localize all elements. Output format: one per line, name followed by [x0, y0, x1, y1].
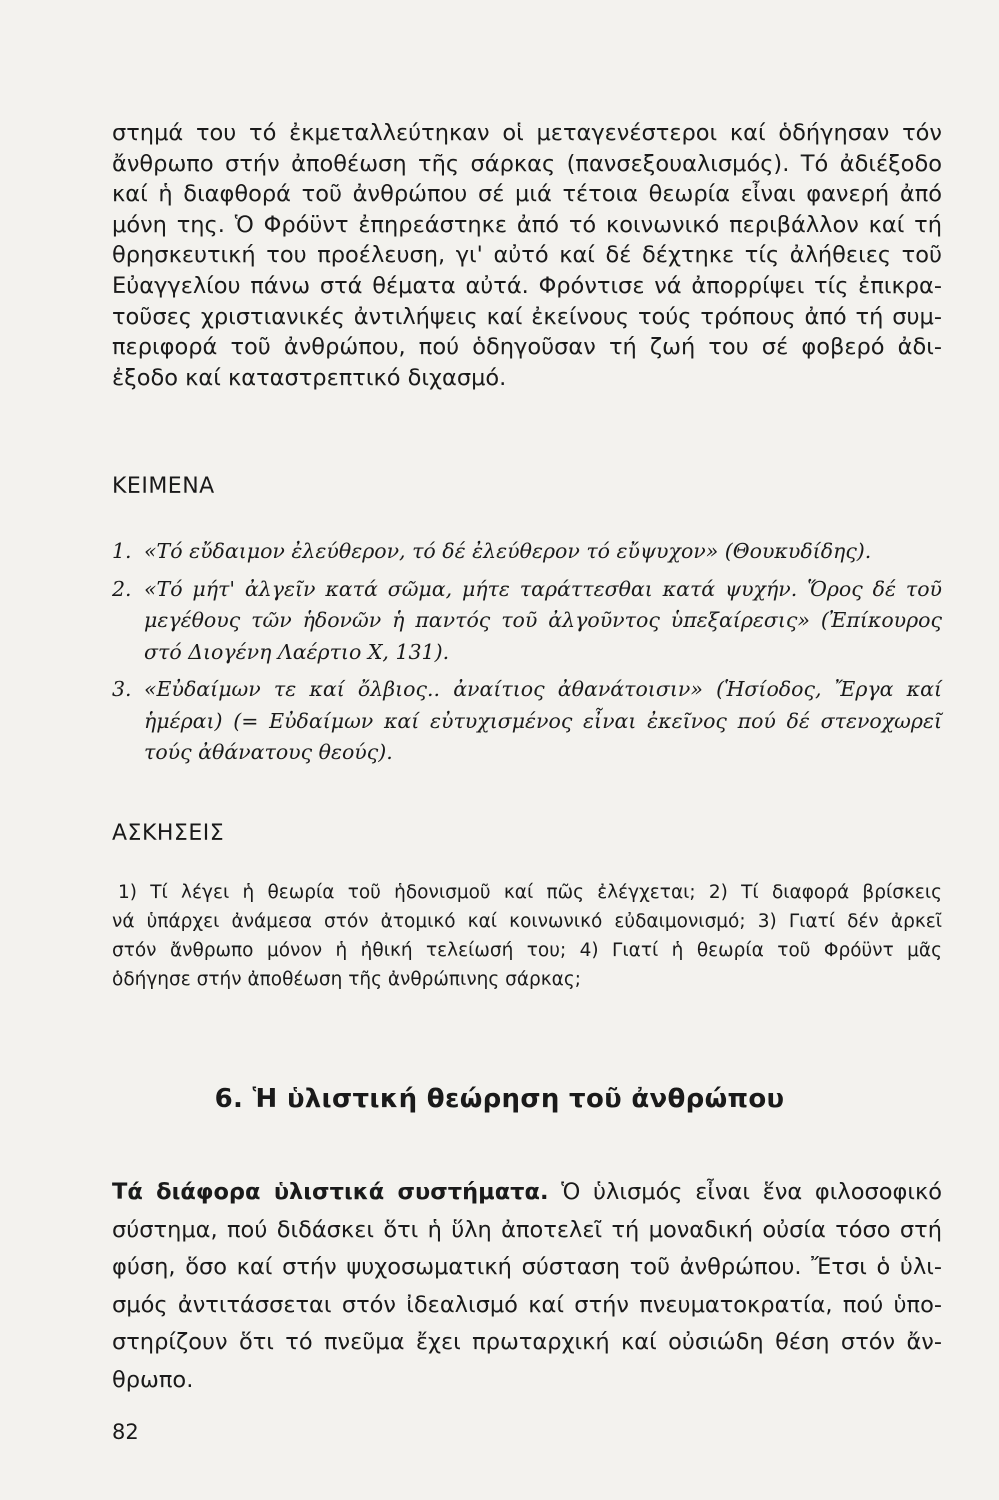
text-line: στηρίζουν ὅτι τό πνεῦμα ἔχει πρωταρχική καί οὐσιώδη θέση στόν ἄν- — [112, 1329, 942, 1355]
quote-line: μεγέθους τῶν ἡδονῶν ἡ παντός τοῦ ἀλγοῦντος ὑπεξαίρεσις» (Ἐπίκουρος — [144, 608, 942, 632]
section-title: 6. Ἡ ὑλιστική θεώρηση τοῦ ἀνθρώπου — [214, 1084, 785, 1114]
text-line: θρησκευτική του προέλευση, γι' αὐτό καί δέ δέχτηκε τίς ἀλήθειες τοῦ — [112, 242, 942, 269]
quote-line: «Εὐδαίμων τε καί ὄλβιος.. ἀναίτιος ἀθανάτοισιν» (Ἡσίοδος, Ἔργα καί — [144, 677, 942, 701]
text-line — [112, 1174, 942, 1212]
text-line: θρωπο. — [112, 1366, 194, 1393]
text-line: σύστημα, πού διδάσκει ὅτι ἡ ὕλη ἀποτελεῖ τή μοναδική οὐσία τόσο στή — [112, 1216, 942, 1243]
quote-number: 2. — [112, 576, 132, 601]
text-line: Εὐαγγελίου πάνω στά θέματα αὐτά. Φρόντισε νά ἀπορρίψει τίς ἐπικρα- — [112, 272, 942, 299]
text-line: ἐξοδο καί καταστρεπτικό διχασμό. — [112, 364, 507, 391]
quote-item — [112, 574, 942, 669]
exercise-line: στόν ἄνθρωπο μόνον ἡ ἠθική τελείωσή του; 4) Γιατί ἡ θεωρία τοῦ Φρόϋντ μᾶς — [112, 940, 942, 961]
paragraph-freud — [112, 118, 942, 393]
exercises-heading: ΑΣΚΗΣΕΙΣ — [112, 821, 225, 846]
quote-line: στό Διογένη Λαέρτιο X, 131). — [144, 639, 450, 664]
quote-item — [112, 674, 942, 769]
quote-line: ἡμέραι) (= Εὐδαίμων καί εὐτυχισμένος εἶναι ἐκεῖνος πού δέ στενοχωρεῖ — [144, 708, 942, 733]
first-line-rest: Ὁ ὑλισμός εἶναι ἕνα φιλοσοφικό — [548, 1179, 942, 1205]
texts-heading: ΚΕΙΜΕΝΑ — [112, 474, 215, 499]
exercise-line: νά ὑπάρχει ἀνάμεσα στόν ἀτομικό καί κοινωνικό εὐδαιμονισμό; 3) Γιατί δέν ἀρκεῖ — [112, 911, 942, 932]
quote-number: 3. — [112, 677, 132, 701]
quote-line: «Τό μήτ' ἀλγεῖν κατά σῶμα, μήτε ταράττεσθαι κατά ψυχήν. Ὅρος δέ τοῦ — [144, 576, 942, 601]
page-number: 82 — [112, 1420, 139, 1444]
quote-number: 1. — [112, 539, 132, 563]
text-line: φύση, ὅσο καί στήν ψυχοσωματική σύσταση τοῦ ἀνθρώπου. Ἔτσι ὁ ὑλι- — [112, 1254, 942, 1280]
text-line: τοῦσες χριστιανικές ἀντιλήψεις καί ἐκείνους τούς τρόπους ἀπό τή συμ- — [112, 303, 942, 330]
exercise-line: 1) Τί λέγει ἡ θεωρία τοῦ ἡδονισμοῦ καί πῶς ἐλέγχεται; 2) Τί διαφορά βρίσκεις — [118, 882, 942, 903]
text-line: καί ἡ διαφθορά τοῦ ἀνθρώπου σέ μιά τέτοια θεωρία εἶναι φανερή ἀπό — [112, 181, 942, 208]
quotes-list — [112, 536, 942, 775]
exercises-text — [112, 878, 942, 994]
quote-item — [112, 536, 942, 568]
text-line: σμός ἀντιτάσσεται στόν ἰδεαλισμό καί στήν πνευματοκρατία, πού ὑπο- — [112, 1291, 942, 1318]
text-line: περιφορά τοῦ ἀνθρώπου, πού ὁδηγοῦσαν τή ζωή του σέ φοβερό ἀδι- — [112, 334, 942, 361]
paragraph-lead: Τά διάφορα ὑλιστικά συστήματα. — [112, 1179, 549, 1205]
quote-line: τούς ἀθάνατους θεούς). — [144, 740, 393, 764]
text-line: ἄνθρωπο στήν ἀποθέωση τῆς σάρκας (πανσεξουαλισμός). Τό ἀδιέξοδο — [112, 150, 942, 177]
exercise-line: ὁδήγησε στήν ἀποθέωση τῆς ἀνθρώπινης σάρκας; — [112, 969, 581, 990]
paragraph-materialism — [112, 1174, 942, 1399]
quote-line: «Τό εὔδαιμον ἐλεύθερον, τό δέ ἐλεύθερον τό εὔψυχον» (Θουκυδίδης). — [144, 539, 872, 563]
text-line: μόνη της. Ὁ Φρόϋντ ἐπηρεάστηκε ἀπό τό κοινωνικό περιβάλλον καί τή — [112, 211, 942, 238]
text-line: στημά του τό ἐκμεταλλεύτηκαν οἱ μεταγενέστεροι καί ὁδήγησαν τόν — [112, 120, 942, 146]
